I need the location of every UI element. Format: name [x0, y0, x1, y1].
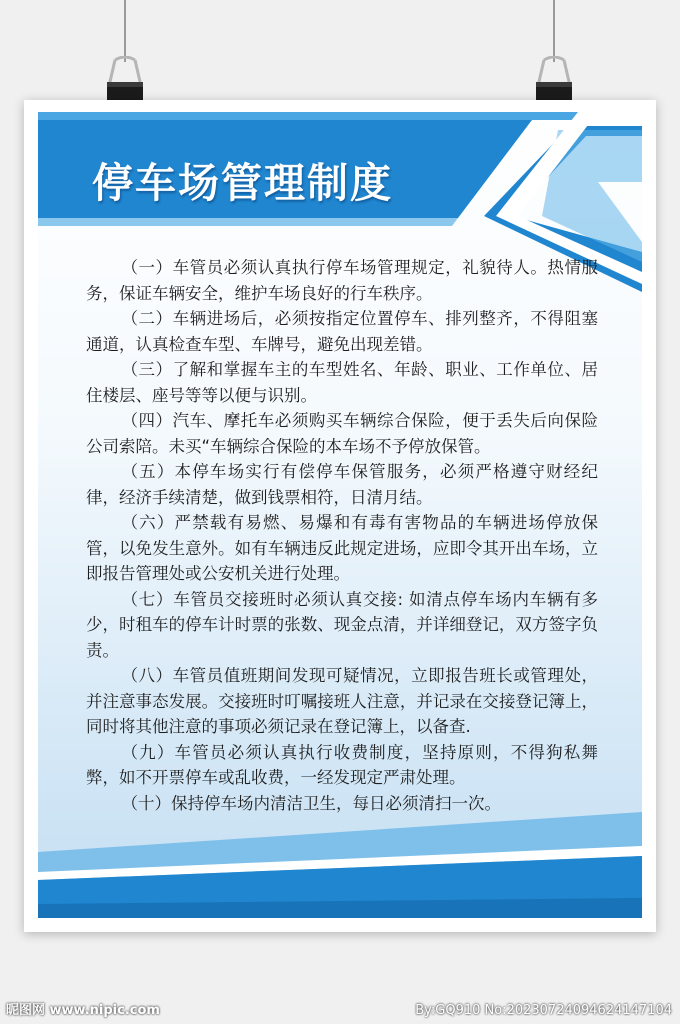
rule-paragraph-9: （九）车管员必须认真执行收费制度，坚持原则，不得狗私舞弊，如不开票停车或乱收费，一经发现定严肃处理。	[86, 742, 598, 787]
rule-paragraph-8: （八）车管员值班期间发现可疑情况，立即报告班长或管理处，并注意事态发展。交接班时叮嘱接班人注意，并记录在交接登记簿上，同时将其他注意的事项必须记录在登记簿上，以备查.	[86, 666, 598, 736]
poster-title: 停车场管理制度	[92, 159, 393, 207]
rule-paragraph-10: （十）保持停车场内清洁卫生，每日必须清扫一次。	[121, 793, 501, 813]
rule-paragraph-1: （一）车管员必须认真执行停车场管理规定，礼貌待人。热情服务，保证车辆安全，维护车场良好的行车秩序。	[86, 258, 598, 303]
rule-paragraph-2: （二）车辆进场后，必须按指定位置停车、排列整齐，不得阻塞通道，认真检查车型、车牌号，避免出现差错。	[86, 309, 598, 354]
rule-paragraph-5: （五）本停车场实行有偿停车保管服务，必须严格遵守财经纪律，经济手续清楚，做到钱票相符，日清月结。	[86, 462, 598, 507]
poster-board	[24, 100, 656, 932]
watermark-site: 昵图网 www.nipic.com	[6, 1003, 160, 1018]
rule-paragraph-7: （七）车管员交接班时必须认真交接: 如清点停车场内车辆有多少，时租车的停车计时票的张数、现金点清，并详细登记，双方签字负责。	[86, 589, 598, 660]
poster-content-area	[38, 112, 642, 918]
header-top-strip	[38, 112, 578, 120]
rules-body	[86, 255, 598, 816]
rule-paragraph-4: （四）汽车、摩托车必须购买车辆综合保险，便于丢失后向保险公司索陪。未买“车辆综合保险的本车场不予停放保管。	[86, 411, 598, 456]
header-bottom-strip	[38, 218, 458, 226]
watermark-id: By:GQ910 No:20230724094624147104	[415, 1003, 672, 1018]
rule-paragraph-6: （六）严禁载有易燃、易爆和有毒有害物品的车辆进场停放保管，以免发生意外。如有车辆违反此规定进场，应即令其开出车场，立即报告管理处或公安机关进行处理。	[86, 513, 598, 583]
hanging-wire-left	[124, 0, 126, 62]
hanging-wire-right	[553, 0, 555, 62]
rule-paragraph-3: （三）了解和掌握车主的车型姓名、年龄、职业、工作单位、居住楼层、座号等等以便与识别。	[86, 360, 598, 405]
